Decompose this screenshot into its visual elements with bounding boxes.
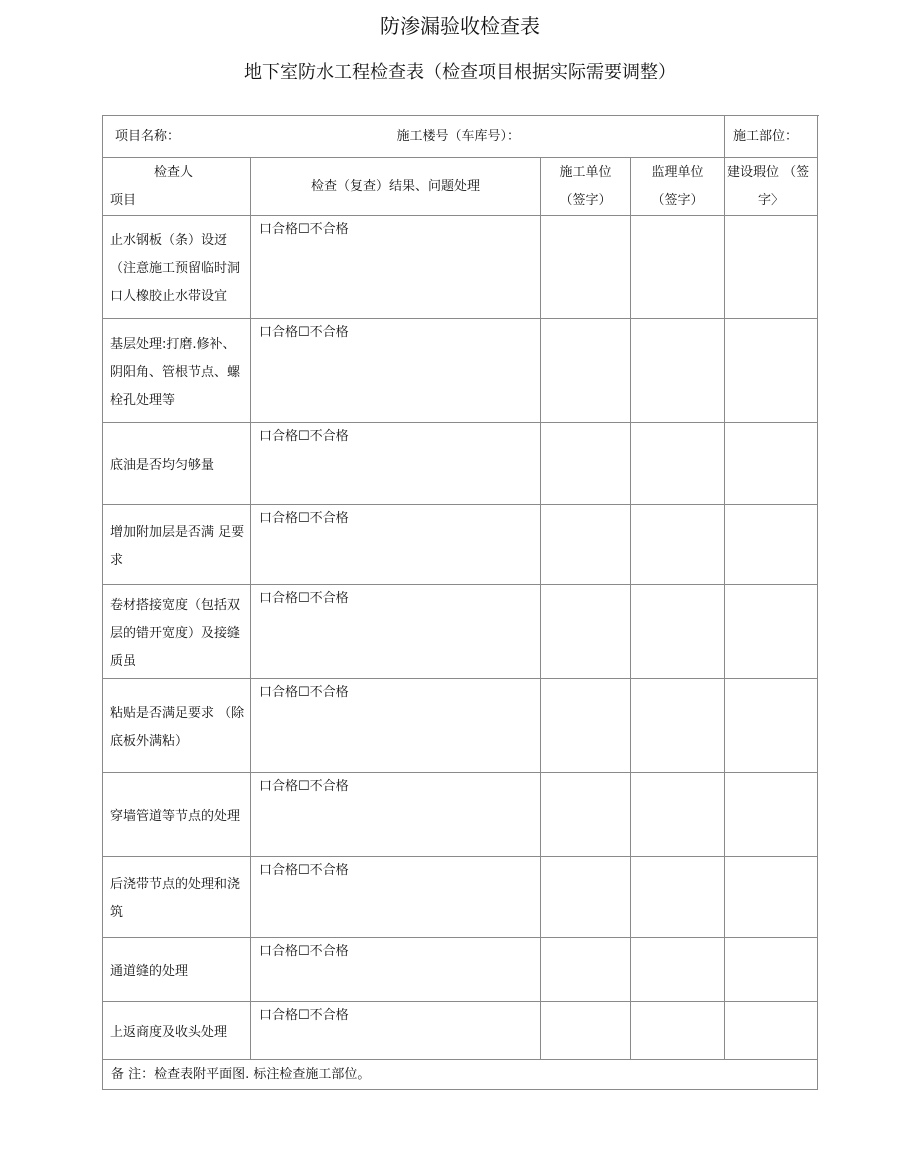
result-cell[interactable]: 口合格☐不合格 — [251, 857, 541, 938]
building-no-label: 施工楼号（车库号）： — [396, 128, 521, 144]
result-cell[interactable]: 口合格☐不合格 — [251, 319, 541, 423]
document-subtitle: 地下室防水工程检查表（检查项目根据实际需要调整） — [244, 62, 676, 83]
check-item: 穿墙管道等节点的处理 — [103, 773, 251, 857]
contractor-sign-cell[interactable] — [541, 585, 631, 679]
contractor-header — [541, 158, 631, 216]
contractor-sign-cell[interactable] — [541, 1002, 631, 1060]
owner-label: 建设瑕位 （签 — [727, 164, 810, 180]
table-row — [103, 1002, 818, 1060]
supervisor-sign-cell[interactable] — [631, 857, 725, 938]
table-row — [103, 505, 818, 585]
table-row — [103, 773, 818, 857]
owner-sign-cell[interactable] — [725, 319, 818, 423]
check-item: 增加附加层是否满 足要求 — [103, 505, 251, 585]
contractor-sign-cell[interactable] — [541, 505, 631, 585]
project-name-label: 项目名称： — [115, 128, 181, 144]
result-header: 检查（复查）结果、问题处理 — [251, 158, 541, 216]
item-label: 项目 — [110, 192, 137, 208]
supervisor-sign-cell[interactable] — [631, 505, 725, 585]
supervisor-sign-cell[interactable] — [631, 938, 725, 1002]
supervisor-sign-cell[interactable] — [631, 773, 725, 857]
contractor-label: 施工单位 — [559, 164, 612, 180]
check-item: 基层处理:打磨.修补、阴阳角、管根节点、螺栓孔处理等 — [103, 319, 251, 423]
result-cell[interactable]: 口合格☐不合格 — [251, 505, 541, 585]
supervisor-sign-cell[interactable] — [631, 423, 725, 505]
supervisor-sign-cell[interactable] — [631, 585, 725, 679]
check-item: 上返商度及收头处理 — [103, 1002, 251, 1060]
owner-sign-cell[interactable] — [725, 585, 818, 679]
header-item-cell — [103, 158, 251, 216]
supervisor-label: 监理单位 — [651, 164, 704, 180]
check-item: 止水钢板（条）设迓（注意施工预留临时洞口人橡胶止水带设宜 — [103, 216, 251, 319]
table-row — [103, 938, 818, 1002]
supervisor-sign-cell[interactable] — [631, 679, 725, 773]
table-row — [103, 857, 818, 938]
inspection-table — [102, 115, 818, 1090]
table-row — [103, 423, 818, 505]
contractor-sign-label: （签字） — [559, 192, 612, 208]
document-title: 防渗漏验收检查表 — [380, 14, 540, 38]
contractor-sign-cell[interactable] — [541, 679, 631, 773]
result-cell[interactable]: 口合格☐不合格 — [251, 216, 541, 319]
contractor-sign-cell[interactable] — [541, 216, 631, 319]
project-info-cell — [103, 116, 725, 158]
contractor-sign-cell[interactable] — [541, 423, 631, 505]
result-cell[interactable]: 口合格☐不合格 — [251, 1002, 541, 1060]
check-item: 卷材搭接宽度（包括双层的错开宽度）及接缝质虽 — [103, 585, 251, 679]
contractor-sign-cell[interactable] — [541, 938, 631, 1002]
owner-sign-cell[interactable] — [725, 423, 818, 505]
check-item: 粘贴是否满足要求 （除底板外满粘） — [103, 679, 251, 773]
owner-header — [725, 158, 818, 216]
location-label: 施工部位： — [725, 116, 818, 158]
owner-sign-label: 字〉 — [758, 192, 785, 208]
result-cell[interactable]: 口合格☐不合格 — [251, 938, 541, 1002]
result-cell[interactable]: 口合格☐不合格 — [251, 585, 541, 679]
owner-sign-cell[interactable] — [725, 679, 818, 773]
supervisor-header — [631, 158, 725, 216]
owner-sign-cell[interactable] — [725, 938, 818, 1002]
owner-sign-cell[interactable] — [725, 857, 818, 938]
supervisor-sign-label: （签字） — [651, 192, 704, 208]
contractor-sign-cell[interactable] — [541, 319, 631, 423]
owner-sign-cell[interactable] — [725, 773, 818, 857]
owner-sign-cell[interactable] — [725, 216, 818, 319]
table-row — [103, 319, 818, 423]
contractor-sign-cell[interactable] — [541, 773, 631, 857]
supervisor-sign-cell[interactable] — [631, 216, 725, 319]
note-cell: 备 注：检查表附平面图. 标注检查施工部位。 — [103, 1060, 818, 1090]
supervisor-sign-cell[interactable] — [631, 1002, 725, 1060]
contractor-sign-cell[interactable] — [541, 857, 631, 938]
result-cell[interactable]: 口合格☐不合格 — [251, 679, 541, 773]
check-item: 通道缝的处理 — [103, 938, 251, 1002]
owner-sign-cell[interactable] — [725, 505, 818, 585]
table-row — [103, 216, 818, 319]
inspector-label: 检查人 — [154, 164, 194, 180]
owner-sign-cell[interactable] — [725, 1002, 818, 1060]
check-item: 底油是否均匀够量 — [103, 423, 251, 505]
result-cell[interactable]: 口合格☐不合格 — [251, 423, 541, 505]
table-row — [103, 585, 818, 679]
supervisor-sign-cell[interactable] — [631, 319, 725, 423]
check-item: 后浇带节点的处理和浇筑 — [103, 857, 251, 938]
table-row — [103, 679, 818, 773]
result-cell[interactable]: 口合格☐不合格 — [251, 773, 541, 857]
